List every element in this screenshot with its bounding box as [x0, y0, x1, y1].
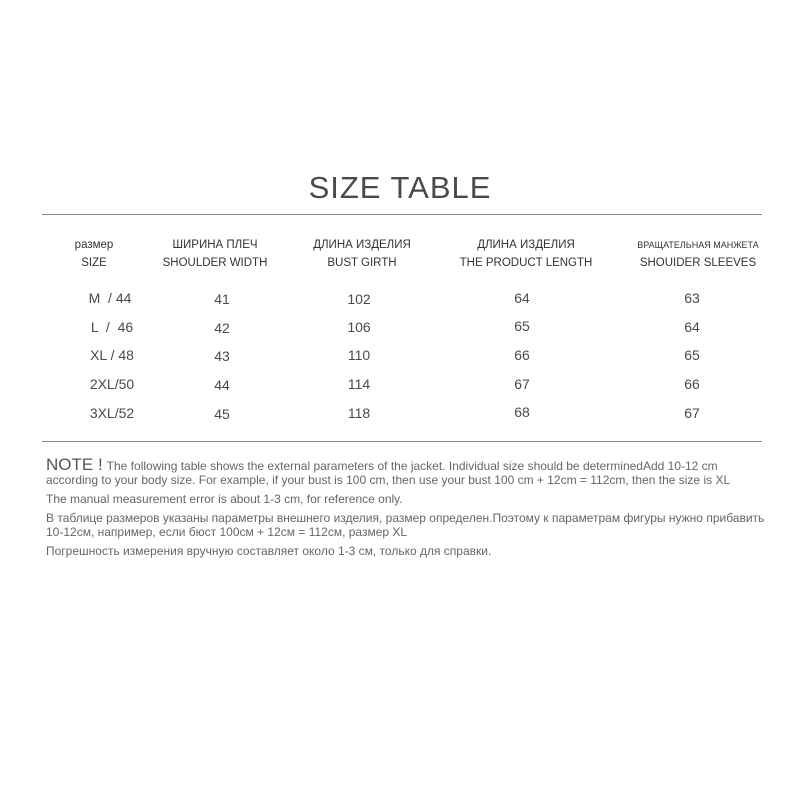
cell-size: 3XL/52: [89, 405, 135, 421]
cell-size: 2XL/50: [89, 376, 135, 392]
cell-length: 68: [514, 404, 530, 420]
cell-bust: 102: [347, 291, 371, 307]
note-russian-2: Погрешность измерения вручную составляет около 1-3 см, только для справки.: [46, 544, 492, 558]
table-top-divider: [42, 214, 762, 215]
cell-length: 64: [514, 290, 530, 306]
notes-section: [46, 455, 766, 563]
cell-bust: 118: [347, 405, 371, 421]
cell-shoulder: 45: [214, 406, 230, 422]
cell-sleeve: 64: [684, 319, 700, 335]
header-shoulder-width: [163, 236, 268, 272]
header-shoulder-width-en: SHOULDER WIDTH: [162, 257, 268, 269]
header-bust-girth-en: BUST GIRTH: [327, 257, 397, 269]
cell-sleeve: 63: [684, 290, 700, 306]
header-product-length-ru: ДЛИНА ИЗДЕЛИЯ: [477, 239, 575, 251]
header-size: [75, 236, 114, 272]
cell-bust: 106: [347, 319, 371, 335]
cell-length: 65: [514, 318, 530, 334]
header-size-en: SIZE: [81, 257, 107, 269]
cell-length: 66: [514, 347, 530, 363]
cell-shoulder: 43: [214, 348, 230, 364]
header-shoulder-width-ru: ШИРИНА ПЛЕЧ: [172, 239, 258, 251]
header-bust-girth-ru: ДЛИНА ИЗДЕЛИЯ: [313, 239, 411, 251]
note-russian-1: В таблице размеров указаны параметры внешнего изделия, размер определен.Поэтому к параметрам фигуры нужно прибавить 10-12см, например, если бюст 100см + 12см = 112см, размер XL: [46, 511, 765, 539]
header-product-length-en: THE PRODUCT LENGTH: [459, 257, 593, 269]
table-bottom-divider: [42, 441, 762, 442]
header-shoulder-sleeves-en: SHOUIDER SLEEVES: [639, 257, 757, 269]
cell-shoulder: 42: [214, 320, 230, 336]
note-english-2: The manual measurement error is about 1-3 cm, for reference only.: [46, 492, 403, 506]
header-shoulder-sleeves: [637, 236, 758, 272]
cell-bust: 114: [347, 376, 371, 392]
header-bust-girth: [313, 236, 411, 272]
cell-size: L / 46: [90, 319, 134, 335]
cell-size: M / 44: [88, 290, 132, 306]
cell-shoulder: 44: [214, 377, 230, 393]
page-title: SIZE TABLE: [308, 170, 492, 205]
cell-size: XL / 48: [90, 347, 134, 363]
note-english-1-text: The following table shows the external parameters of the jacket. Individual size should be determinedAdd 10-12 cm according to your body size. For example, if your bust is 100 cm, then use your bust 100 cm + 12cm = 112cm, then the size is XL: [46, 459, 731, 487]
cell-bust: 110: [347, 347, 371, 363]
header-size-ru: размер: [74, 239, 114, 251]
cell-sleeve: 65: [684, 347, 700, 363]
cell-length: 67: [514, 376, 530, 392]
cell-shoulder: 41: [214, 291, 230, 307]
note-english-1: [46, 455, 766, 487]
note-label: NOTE !: [46, 455, 103, 474]
header-shoulder-sleeves-ru: ВРАЩАТЕЛЬНАЯ МАНЖЕТА: [637, 240, 759, 250]
cell-sleeve: 66: [684, 376, 700, 392]
header-product-length: [460, 236, 593, 272]
cell-sleeve: 67: [684, 405, 700, 421]
